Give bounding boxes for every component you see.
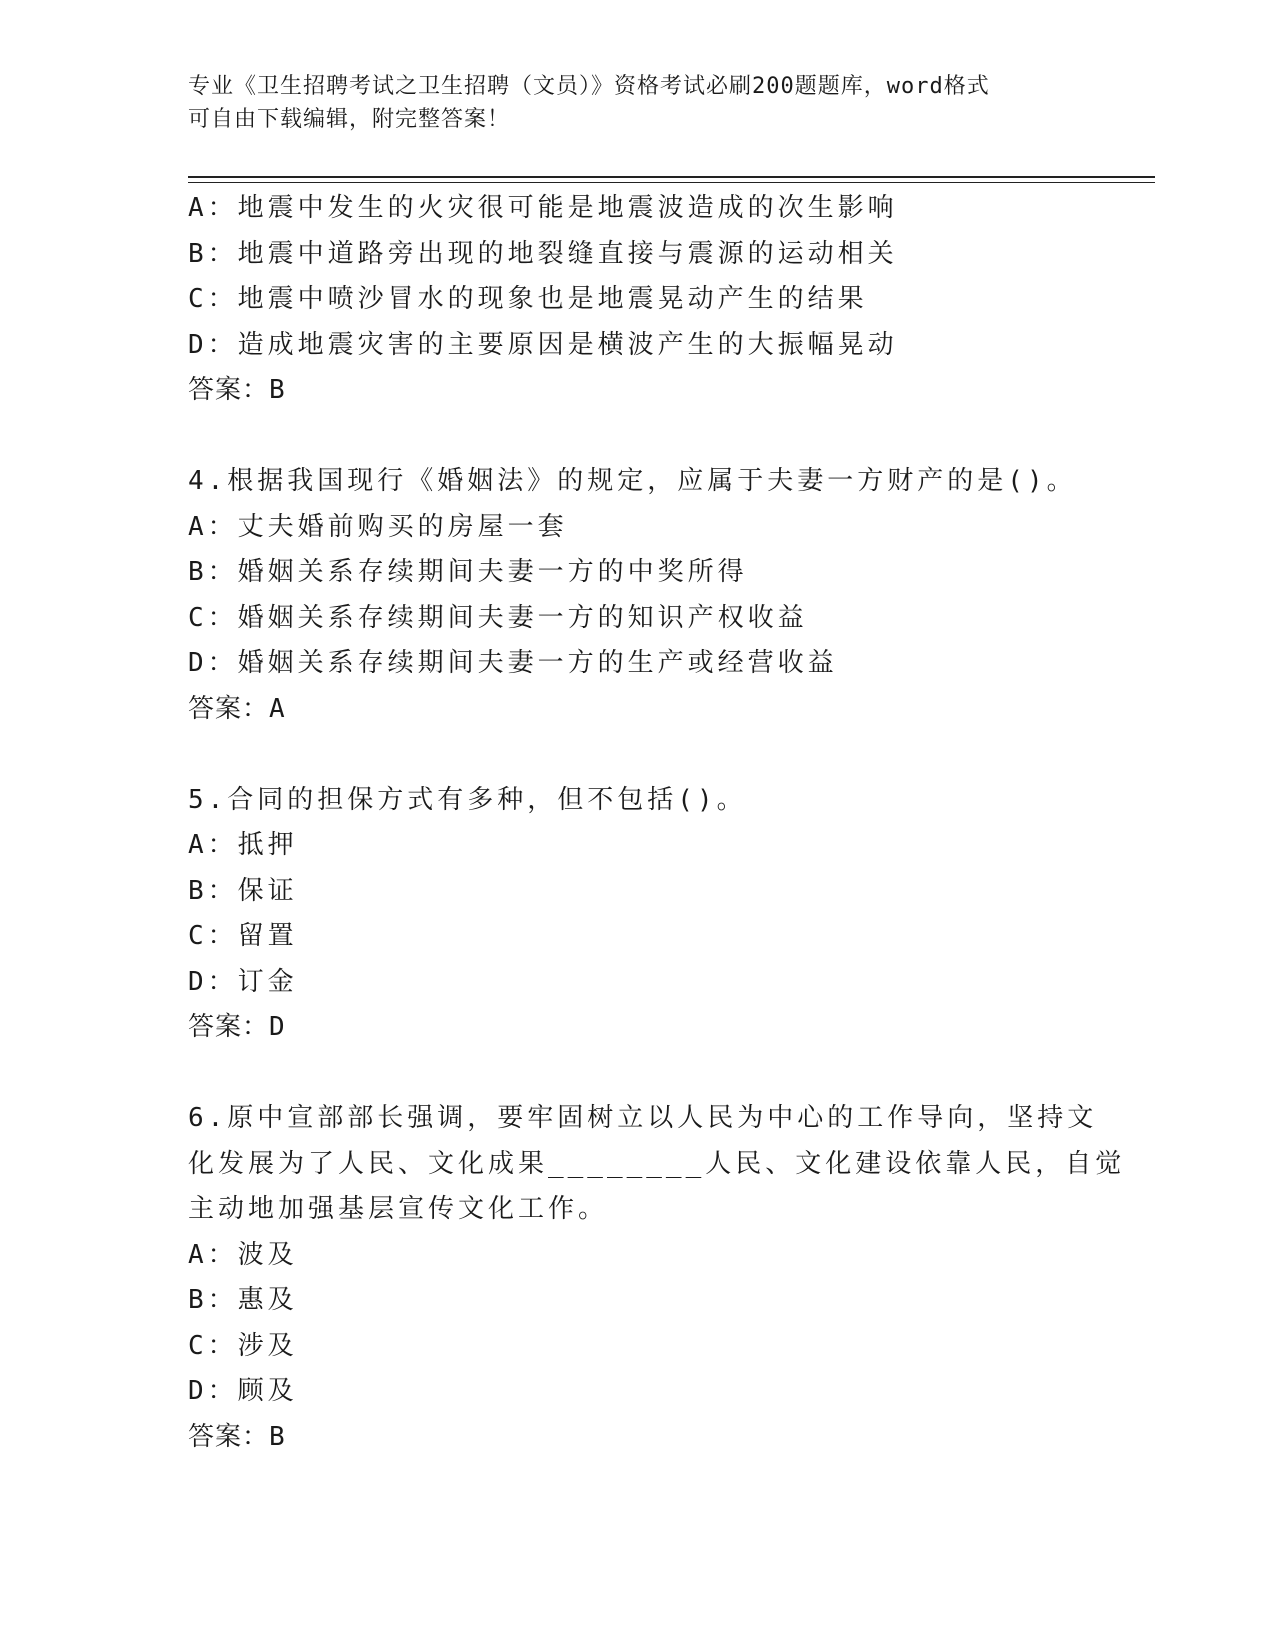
option-c: C：留置 <box>188 921 298 951</box>
option-c: C：婚姻关系存续期间夫妻一方的知识产权收益 <box>188 602 808 633</box>
answer: 答案：B <box>188 1421 286 1452</box>
option-b: B：地震中道路旁出现的地裂缝直接与震源的运动相关 <box>188 238 898 269</box>
spacer <box>188 1051 1068 1097</box>
option-b: B：惠及 <box>188 1285 298 1315</box>
option-a: A：地震中发生的火灾很可能是地震波造成的次生影响 <box>188 193 898 223</box>
option-a: A：丈夫婚前购买的房屋一套 <box>188 511 568 542</box>
question-text-line-3: 主动地加强基层宣传文化工作。 <box>188 1194 609 1224</box>
option-d: D：婚姻关系存续期间夫妻一方的生产或经营收益 <box>188 648 838 678</box>
question-list <box>188 186 1126 1460</box>
option-d: D：订金 <box>188 966 298 997</box>
question-text-line-2: 化发展为了人民、文化成果________人民、文化建设依靠人民，自觉 <box>188 1148 1126 1179</box>
answer: 答案：B <box>188 375 286 405</box>
spacer <box>188 732 1068 778</box>
header-rule-thin <box>188 182 1155 183</box>
option-a: A：波及 <box>188 1239 298 1270</box>
spacer <box>188 414 1068 460</box>
question-6 <box>188 1096 1126 1460</box>
option-b: B：婚姻关系存续期间夫妻一方的中奖所得 <box>188 557 748 587</box>
answer: 答案：A <box>188 693 286 724</box>
question-text: 4.根据我国现行《婚姻法》的规定，应属于夫妻一方财产的是()。 <box>188 466 1077 496</box>
question-5 <box>188 778 1068 1051</box>
question-4 <box>188 459 1077 732</box>
question-text: 5.合同的担保方式有多种，但不包括()。 <box>188 784 747 815</box>
header-line-2: 可自由下载编辑，附完整答案！ <box>188 107 511 132</box>
option-c: C：地震中喷沙冒水的现象也是地震晃动产生的结果 <box>188 284 868 314</box>
header-line-1: 专业《卫生招聘考试之卫生招聘（文员）》资格考试必刷200题题库，word格式 <box>188 74 990 99</box>
option-c: C：涉及 <box>188 1330 298 1361</box>
document-header <box>188 70 1068 136</box>
option-d: D：顾及 <box>188 1376 298 1406</box>
header-rule-thick <box>188 176 1155 178</box>
option-d: D：造成地震灾害的主要原因是横波产生的大振幅晃动 <box>188 329 898 360</box>
question-text-line-1: 6.原中宣部部长强调，要牢固树立以人民为中心的工作导向，坚持文 <box>188 1103 1098 1133</box>
answer: 答案：D <box>188 1012 286 1042</box>
option-a: A：抵押 <box>188 830 298 860</box>
option-b: B：保证 <box>188 875 298 906</box>
question-3 <box>188 186 1068 414</box>
